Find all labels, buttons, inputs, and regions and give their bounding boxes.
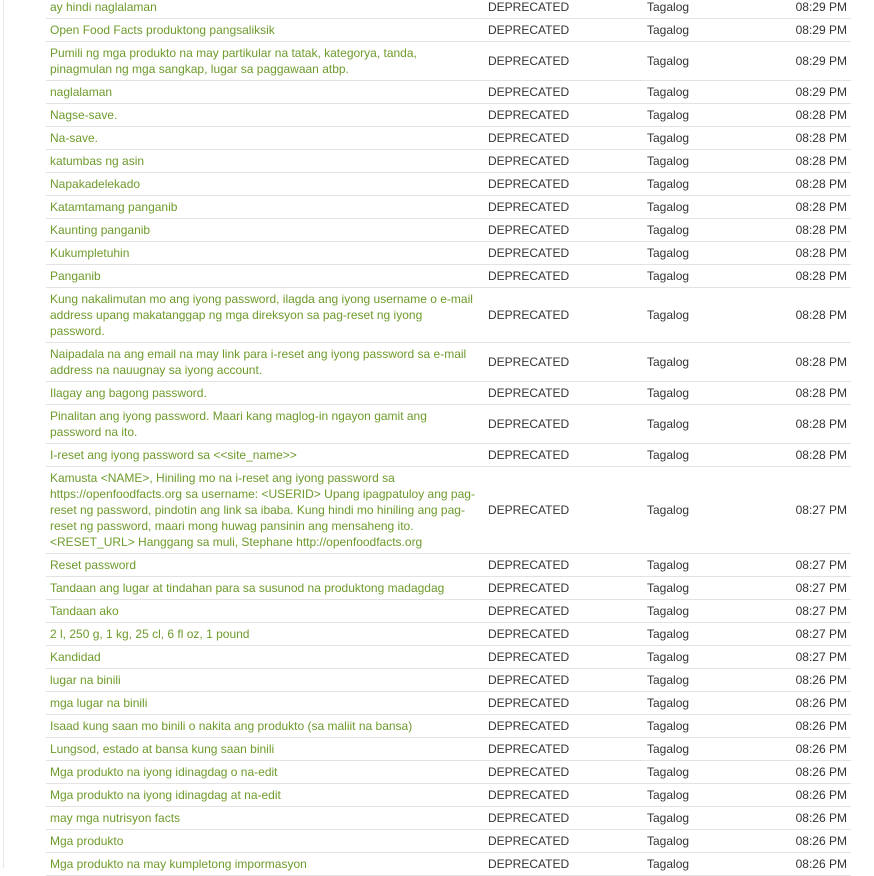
status-cell: DEPRECATED (484, 196, 643, 219)
language-cell: Tagalog (643, 444, 763, 467)
language-cell: Tagalog (643, 265, 763, 288)
source-string-link[interactable]: Mga produkto na iyong idinagdag at na-edit (46, 784, 484, 807)
language-cell: Tagalog (643, 19, 763, 42)
time-cell: 08:29 PM (763, 42, 851, 81)
status-cell: DEPRECATED (484, 288, 643, 343)
status-cell: DEPRECATED (484, 623, 643, 646)
time-cell: 08:26 PM (763, 715, 851, 738)
status-cell: DEPRECATED (484, 343, 643, 382)
table-row[interactable] (46, 715, 851, 738)
status-cell: DEPRECATED (484, 0, 643, 19)
status-cell: DEPRECATED (484, 219, 643, 242)
table-row[interactable] (46, 761, 851, 784)
table-row[interactable] (46, 600, 851, 623)
language-cell: Tagalog (643, 807, 763, 830)
table-row[interactable] (46, 0, 851, 19)
table-row[interactable] (46, 81, 851, 104)
language-cell: Tagalog (643, 577, 763, 600)
source-string-link[interactable]: Napakadelekado (46, 173, 484, 196)
language-cell: Tagalog (643, 81, 763, 104)
time-cell: 08:28 PM (763, 173, 851, 196)
table-row[interactable] (46, 265, 851, 288)
status-cell: DEPRECATED (484, 127, 643, 150)
language-cell: Tagalog (643, 600, 763, 623)
source-string-link[interactable]: Kandidad (46, 646, 484, 669)
language-cell: Tagalog (643, 42, 763, 81)
time-cell: 08:27 PM (763, 577, 851, 600)
source-string-link[interactable]: Lungsod, estado at bansa kung saan binili (46, 738, 484, 761)
table-row[interactable] (46, 19, 851, 42)
table-row[interactable] (46, 623, 851, 646)
time-cell: 08:26 PM (763, 807, 851, 830)
status-cell: DEPRECATED (484, 265, 643, 288)
language-cell: Tagalog (643, 738, 763, 761)
time-cell: 08:26 PM (763, 692, 851, 715)
source-string-link[interactable]: Mga produkto (46, 830, 484, 853)
table-row[interactable] (46, 150, 851, 173)
table-row[interactable] (46, 577, 851, 600)
source-string-link[interactable]: Kung nakalimutan mo ang iyong password, ilagda ang iyong username o e-mail address upang makatanggap ng mga direksyon sa pag-reset ng iyong password. (46, 288, 484, 343)
time-cell: 08:27 PM (763, 467, 851, 554)
source-string-link[interactable]: may mga nutrisyon facts (46, 807, 484, 830)
table-row[interactable] (46, 405, 851, 444)
time-cell: 08:26 PM (763, 669, 851, 692)
status-cell: DEPRECATED (484, 42, 643, 81)
language-cell: Tagalog (643, 196, 763, 219)
source-string-link[interactable]: Ilagay ang bagong password. (46, 382, 484, 405)
language-cell: Tagalog (643, 173, 763, 196)
time-cell: 08:26 PM (763, 784, 851, 807)
time-cell: 08:28 PM (763, 382, 851, 405)
language-cell: Tagalog (643, 288, 763, 343)
status-cell: DEPRECATED (484, 738, 643, 761)
source-string-link[interactable]: Kamusta <NAME>, Hiniling mo na i-reset ang iyong password sa https://openfoodfacts.org sa username: <USERID> Upang ipagpatuloy ang pag-reset ng password, pindotin ang link sa ibaba. Kung hindi mo hiniling ang pag-reset ng password, maari mong huwag pansinin ang mensaheng ito. <RESET_URL> Hanggang sa muli, Stephane http://openfoodfacts.org (46, 467, 484, 554)
status-cell: DEPRECATED (484, 761, 643, 784)
table-row[interactable] (46, 467, 851, 554)
table-row[interactable] (46, 444, 851, 467)
table-row[interactable] (46, 219, 851, 242)
time-cell: 08:26 PM (763, 761, 851, 784)
time-cell: 08:26 PM (763, 738, 851, 761)
time-cell: 08:28 PM (763, 343, 851, 382)
status-cell: DEPRECATED (484, 444, 643, 467)
table-row[interactable] (46, 382, 851, 405)
page-left-border (3, 0, 4, 868)
time-cell: 08:28 PM (763, 219, 851, 242)
language-cell: Tagalog (643, 405, 763, 444)
table-row[interactable] (46, 288, 851, 343)
translation-history-list (46, 0, 847, 876)
language-cell: Tagalog (643, 127, 763, 150)
language-cell: Tagalog (643, 242, 763, 265)
source-string-link[interactable]: mga lugar na binili (46, 692, 484, 715)
language-cell: Tagalog (643, 150, 763, 173)
source-string-link[interactable]: Mga produkto na may kumpletong impormasyon (46, 853, 484, 876)
source-string-link[interactable]: katumbas ng asin (46, 150, 484, 173)
time-cell: 08:27 PM (763, 554, 851, 577)
time-cell: 08:28 PM (763, 242, 851, 265)
table-row[interactable] (46, 738, 851, 761)
time-cell: 08:27 PM (763, 623, 851, 646)
language-cell: Tagalog (643, 692, 763, 715)
time-cell: 08:29 PM (763, 0, 851, 19)
time-cell: 08:29 PM (763, 19, 851, 42)
status-cell: DEPRECATED (484, 830, 643, 853)
table-row[interactable] (46, 554, 851, 577)
status-cell: DEPRECATED (484, 646, 643, 669)
source-string-link[interactable]: Naipadala na ang email na may link para i-reset ang iyong password sa e-mail address na nauugnay sa iyong account. (46, 343, 484, 382)
source-string-link[interactable]: Tandaan ang lugar at tindahan para sa susunod na produktong madagdag (46, 577, 484, 600)
translation-rows (46, 0, 851, 876)
table-row[interactable] (46, 807, 851, 830)
status-cell: DEPRECATED (484, 784, 643, 807)
status-cell: DEPRECATED (484, 692, 643, 715)
time-cell: 08:28 PM (763, 444, 851, 467)
language-cell: Tagalog (643, 382, 763, 405)
status-cell: DEPRECATED (484, 554, 643, 577)
source-string-link[interactable]: lugar na binili (46, 669, 484, 692)
language-cell: Tagalog (643, 830, 763, 853)
source-string-link[interactable]: Reset password (46, 554, 484, 577)
source-string-link[interactable]: Open Food Facts produktong pangsaliksik (46, 19, 484, 42)
source-string-link[interactable]: Tandaan ako (46, 600, 484, 623)
status-cell: DEPRECATED (484, 577, 643, 600)
source-string-link[interactable]: Na-save. (46, 127, 484, 150)
time-cell: 08:26 PM (763, 830, 851, 853)
language-cell: Tagalog (643, 0, 763, 19)
status-cell: DEPRECATED (484, 242, 643, 265)
source-string-link[interactable]: Kukumpletuhin (46, 242, 484, 265)
language-cell: Tagalog (643, 219, 763, 242)
time-cell: 08:28 PM (763, 265, 851, 288)
time-cell: 08:28 PM (763, 150, 851, 173)
time-cell: 08:28 PM (763, 288, 851, 343)
source-string-link[interactable]: naglalaman (46, 81, 484, 104)
source-string-link[interactable]: Isaad kung saan mo binili o nakita ang produkto (sa maliit na bansa) (46, 715, 484, 738)
status-cell: DEPRECATED (484, 853, 643, 876)
table-row[interactable] (46, 646, 851, 669)
status-cell: DEPRECATED (484, 600, 643, 623)
status-cell: DEPRECATED (484, 104, 643, 127)
table-row[interactable] (46, 127, 851, 150)
language-cell: Tagalog (643, 467, 763, 554)
language-cell: Tagalog (643, 669, 763, 692)
source-string-link[interactable]: Pumili ng mga produkto na may partikular na tatak, kategorya, tanda, pinagmulan ng mga sangkap, lugar sa paggawaan atbp. (46, 42, 484, 81)
status-cell: DEPRECATED (484, 807, 643, 830)
status-cell: DEPRECATED (484, 715, 643, 738)
table-row[interactable] (46, 42, 851, 81)
table-row[interactable] (46, 853, 851, 876)
table-row[interactable] (46, 196, 851, 219)
source-string-link[interactable]: Kaunting panganib (46, 219, 484, 242)
source-string-link[interactable]: I-reset ang iyong password sa <<site_name>> (46, 444, 484, 467)
source-string-link[interactable]: Mga produkto na iyong idinagdag o na-edit (46, 761, 484, 784)
time-cell: 08:28 PM (763, 104, 851, 127)
table-row[interactable] (46, 692, 851, 715)
language-cell: Tagalog (643, 853, 763, 876)
table-row[interactable] (46, 104, 851, 127)
status-cell: DEPRECATED (484, 173, 643, 196)
translation-table (46, 0, 851, 876)
status-cell: DEPRECATED (484, 405, 643, 444)
language-cell: Tagalog (643, 715, 763, 738)
time-cell: 08:28 PM (763, 127, 851, 150)
time-cell: 08:26 PM (763, 853, 851, 876)
language-cell: Tagalog (643, 554, 763, 577)
time-cell: 08:28 PM (763, 196, 851, 219)
table-row[interactable] (46, 343, 851, 382)
language-cell: Tagalog (643, 646, 763, 669)
table-row[interactable] (46, 669, 851, 692)
status-cell: DEPRECATED (484, 669, 643, 692)
table-row[interactable] (46, 784, 851, 807)
table-row[interactable] (46, 242, 851, 265)
status-cell: DEPRECATED (484, 150, 643, 173)
language-cell: Tagalog (643, 623, 763, 646)
source-string-link[interactable]: Pinalitan ang iyong password. Maari kang maglog-in ngayon gamit ang password na ito. (46, 405, 484, 444)
source-string-link[interactable]: ay hindi naglalaman (46, 0, 484, 19)
time-cell: 08:27 PM (763, 600, 851, 623)
source-string-link[interactable]: Katamtamang panganib (46, 196, 484, 219)
time-cell: 08:28 PM (763, 405, 851, 444)
source-string-link[interactable]: Nagse-save. (46, 104, 484, 127)
status-cell: DEPRECATED (484, 81, 643, 104)
language-cell: Tagalog (643, 784, 763, 807)
time-cell: 08:29 PM (763, 81, 851, 104)
status-cell: DEPRECATED (484, 467, 643, 554)
source-string-link[interactable]: 2 l, 250 g, 1 kg, 25 cl, 6 fl oz, 1 pound (46, 623, 484, 646)
language-cell: Tagalog (643, 104, 763, 127)
status-cell: DEPRECATED (484, 382, 643, 405)
table-row[interactable] (46, 173, 851, 196)
language-cell: Tagalog (643, 343, 763, 382)
source-string-link[interactable]: Panganib (46, 265, 484, 288)
language-cell: Tagalog (643, 761, 763, 784)
status-cell: DEPRECATED (484, 19, 643, 42)
table-row[interactable] (46, 830, 851, 853)
time-cell: 08:27 PM (763, 646, 851, 669)
